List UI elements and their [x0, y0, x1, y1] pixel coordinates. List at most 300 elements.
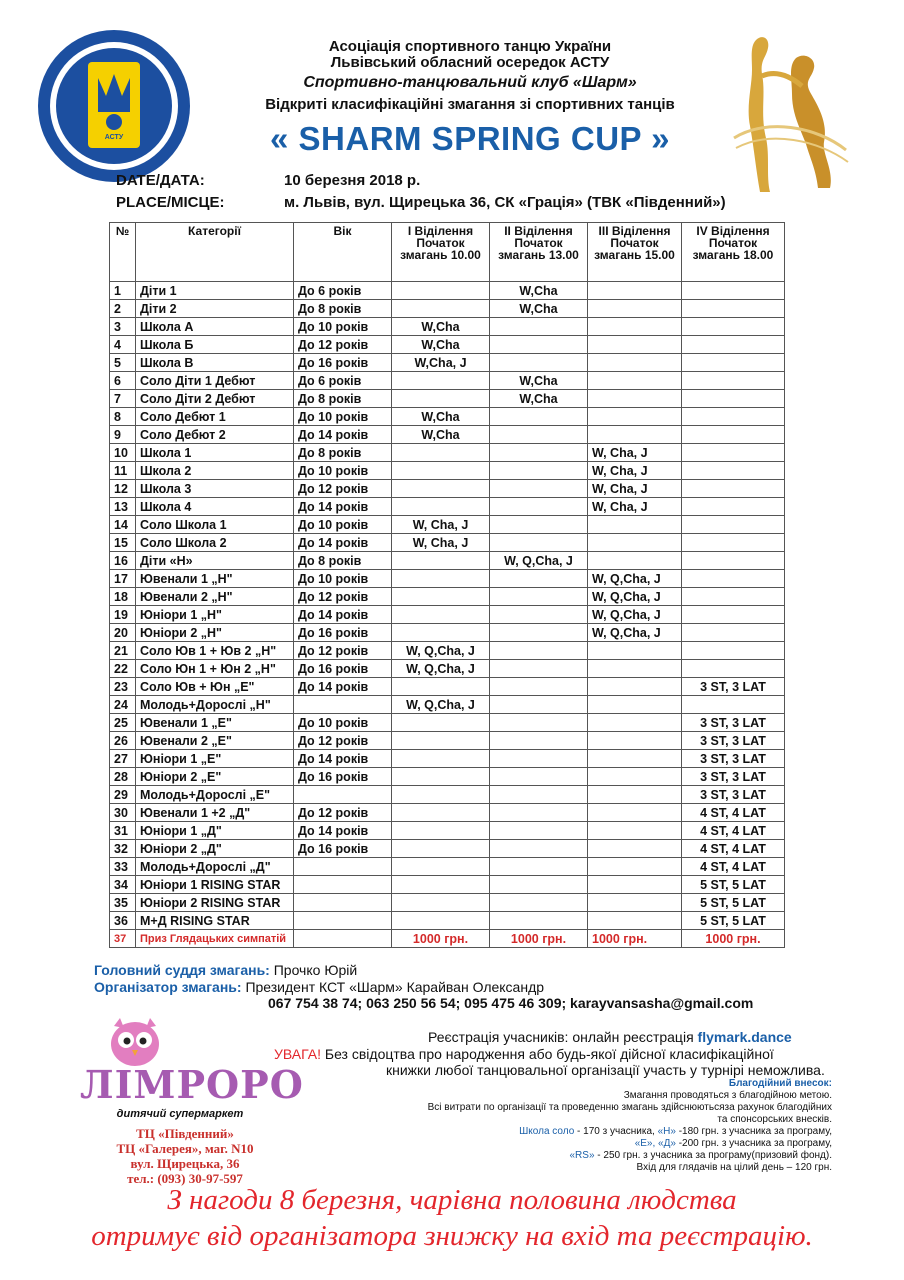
age-cell — [294, 786, 392, 804]
header-age: Вік — [294, 223, 392, 282]
session-2-cell — [490, 606, 588, 624]
table-row — [110, 516, 785, 534]
session-3-cell: W, Cha, J — [588, 444, 682, 462]
session-3-cell — [588, 408, 682, 426]
session-4-cell — [682, 552, 785, 570]
session-4-cell — [682, 336, 785, 354]
row-number: 5 — [110, 354, 136, 372]
session-4-cell — [682, 318, 785, 336]
row-number: 12 — [110, 480, 136, 498]
session-2-cell: W,Cha — [490, 282, 588, 300]
session-2-cell — [490, 714, 588, 732]
session-2-cell — [490, 660, 588, 678]
session-2-cell — [490, 624, 588, 642]
row-number: 29 — [110, 786, 136, 804]
session-4-cell: 3 ST, 3 LAT — [682, 768, 785, 786]
fee-3-label: «RS» — [569, 1150, 595, 1161]
sponsor-brand: ЛІМРОРО — [80, 1062, 304, 1107]
session-1-cell: W, Cha, J — [392, 516, 490, 534]
header-session-1: І Віділення Початок змагань 10.00 — [392, 223, 490, 282]
charity-block — [330, 1078, 832, 1174]
session-1-cell: 1000 грн. — [392, 930, 490, 948]
session-2-cell — [490, 480, 588, 498]
category-cell: Ювенали 1 „Н" — [136, 570, 294, 588]
age-cell — [294, 876, 392, 894]
session-2-cell: W,Cha — [490, 300, 588, 318]
row-number: 26 — [110, 732, 136, 750]
age-cell — [294, 912, 392, 930]
row-number: 17 — [110, 570, 136, 588]
age-cell — [294, 858, 392, 876]
session-1-cell — [392, 804, 490, 822]
category-cell: Ювенали 2 „Н" — [136, 588, 294, 606]
age-cell — [294, 696, 392, 714]
header-category: Категорії — [136, 223, 294, 282]
table-row — [110, 678, 785, 696]
session-2-cell — [490, 840, 588, 858]
category-cell: Ювенали 2 „Е" — [136, 732, 294, 750]
category-cell: Діти 1 — [136, 282, 294, 300]
session-4-cell: 3 ST, 3 LAT — [682, 678, 785, 696]
row-number: 20 — [110, 624, 136, 642]
table-row — [110, 372, 785, 390]
category-cell: Школа 2 — [136, 462, 294, 480]
session-2-cell — [490, 426, 588, 444]
session-4-cell: 4 ST, 4 LAT — [682, 822, 785, 840]
session-2-cell — [490, 354, 588, 372]
category-cell: Молодь+Дорослі „Д" — [136, 858, 294, 876]
row-number: 31 — [110, 822, 136, 840]
session-1-cell — [392, 894, 490, 912]
session-1-cell — [392, 390, 490, 408]
category-cell: Школа В — [136, 354, 294, 372]
fee-line-1 — [330, 1126, 832, 1138]
category-cell: Соло Дебют 1 — [136, 408, 294, 426]
session-3-cell — [588, 354, 682, 372]
charity-line-2: Всі витрати по організації та проведенню змагань здійснюютьсяза рахунок благодійних — [427, 1102, 832, 1113]
session-1-cell: W,Cha — [392, 426, 490, 444]
table-row — [110, 606, 785, 624]
table-row — [110, 930, 785, 948]
session-2-cell — [490, 570, 588, 588]
sponsor-phone: тел.: (093) 30-97-597 — [127, 1171, 243, 1186]
competition-subtitle: Відкриті класифікаційні змагання зі спортивних танців — [265, 96, 675, 113]
session-1-cell — [392, 624, 490, 642]
row-number: 3 — [110, 318, 136, 336]
session-4-cell: 5 ST, 5 LAT — [682, 876, 785, 894]
session-3-cell — [588, 912, 682, 930]
session-3-cell — [588, 426, 682, 444]
date-label: DATE/ДАТА: — [116, 172, 205, 189]
session-3-cell — [588, 894, 682, 912]
category-cell: Юніори 1 „Д" — [136, 822, 294, 840]
session-1-cell — [392, 282, 490, 300]
row-number: 21 — [110, 642, 136, 660]
session-2-cell — [490, 534, 588, 552]
dancers-illustration — [726, 30, 856, 200]
session-4-cell — [682, 534, 785, 552]
row-number: 6 — [110, 372, 136, 390]
age-cell: До 16 років — [294, 354, 392, 372]
session-1-cell — [392, 606, 490, 624]
row-number: 13 — [110, 498, 136, 516]
session-2-cell — [490, 498, 588, 516]
owl-mascot-icon — [100, 1010, 170, 1070]
session-2-cell: W,Cha — [490, 372, 588, 390]
session-2-cell — [490, 768, 588, 786]
session-4-cell — [682, 660, 785, 678]
session-2-cell: 1000 грн. — [490, 930, 588, 948]
header-number: № — [110, 223, 136, 282]
session-2-cell — [490, 786, 588, 804]
session-4-cell — [682, 282, 785, 300]
table-row — [110, 660, 785, 678]
age-cell: До 12 років — [294, 480, 392, 498]
session-2-cell — [490, 336, 588, 354]
session-1-cell: W,Cha, J — [392, 354, 490, 372]
table-row — [110, 858, 785, 876]
session-3-cell — [588, 552, 682, 570]
category-cell: Школа 3 — [136, 480, 294, 498]
table-row — [110, 750, 785, 768]
age-cell: До 14 років — [294, 822, 392, 840]
row-number: 32 — [110, 840, 136, 858]
session-1-cell: W, Q,Cha, J — [392, 660, 490, 678]
organizer-line — [94, 979, 544, 995]
session-1-cell — [392, 588, 490, 606]
session-4-cell — [682, 372, 785, 390]
age-cell — [294, 894, 392, 912]
row-number: 28 — [110, 768, 136, 786]
table-row — [110, 408, 785, 426]
age-cell: До 16 років — [294, 840, 392, 858]
table-row — [110, 444, 785, 462]
session-1-cell — [392, 300, 490, 318]
session-4-cell: 3 ST, 3 LAT — [682, 786, 785, 804]
age-cell: До 16 років — [294, 624, 392, 642]
cup-title: « SHARM SPRING CUP » — [270, 120, 670, 157]
age-cell: До 10 років — [294, 516, 392, 534]
session-3-cell — [588, 804, 682, 822]
session-3-cell — [588, 714, 682, 732]
session-3-cell — [588, 678, 682, 696]
session-1-cell — [392, 768, 490, 786]
session-2-cell: W, Q,Cha, J — [490, 552, 588, 570]
sponsor-address — [80, 1126, 290, 1186]
session-3-cell — [588, 822, 682, 840]
session-4-cell: 5 ST, 5 LAT — [682, 912, 785, 930]
session-3-cell: W, Q,Cha, J — [588, 606, 682, 624]
session-1-cell — [392, 570, 490, 588]
table-row — [110, 624, 785, 642]
age-cell — [294, 930, 392, 948]
header-session-3: ІІІ Віділення Початок змагань 15.00 — [588, 223, 682, 282]
session-4-cell — [682, 696, 785, 714]
session-2-cell — [490, 678, 588, 696]
session-2-cell — [490, 822, 588, 840]
table-row — [110, 498, 785, 516]
table-row — [110, 552, 785, 570]
table-header-row — [110, 223, 785, 282]
sponsor-address-2: ТЦ «Галерея», маг. N10 — [116, 1141, 254, 1156]
session-3-cell — [588, 642, 682, 660]
row-number: 7 — [110, 390, 136, 408]
session-3-cell — [588, 750, 682, 768]
row-number: 33 — [110, 858, 136, 876]
session-2-cell — [490, 804, 588, 822]
table-row — [110, 768, 785, 786]
session-1-cell — [392, 372, 490, 390]
age-cell: До 14 років — [294, 426, 392, 444]
table-row — [110, 336, 785, 354]
session-4-cell — [682, 642, 785, 660]
session-2-cell — [490, 462, 588, 480]
category-cell: Соло Школа 2 — [136, 534, 294, 552]
session-3-cell — [588, 660, 682, 678]
table-row — [110, 714, 785, 732]
category-cell: Юніори 2 „Е" — [136, 768, 294, 786]
session-2-cell — [490, 408, 588, 426]
category-cell: Соло Діти 2 Дебют — [136, 390, 294, 408]
fee-1b-label: «Н» — [657, 1126, 676, 1137]
session-4-cell — [682, 354, 785, 372]
row-number: 11 — [110, 462, 136, 480]
session-1-cell: W, Q,Cha, J — [392, 642, 490, 660]
age-cell: До 14 років — [294, 750, 392, 768]
date-value: 10 березня 2018 р. — [284, 172, 421, 189]
session-1-cell — [392, 876, 490, 894]
session-4-cell — [682, 408, 785, 426]
session-1-cell — [392, 786, 490, 804]
category-cell: Соло Дебют 2 — [136, 426, 294, 444]
session-3-cell — [588, 318, 682, 336]
fee-2-label: «Е», «Д» — [634, 1138, 676, 1149]
table-row — [110, 480, 785, 498]
row-number: 8 — [110, 408, 136, 426]
row-number: 4 — [110, 336, 136, 354]
session-2-cell — [490, 894, 588, 912]
fee-1-text: - 170 з учасника, — [574, 1126, 658, 1137]
registration-link[interactable]: flymark.dance — [697, 1029, 792, 1045]
category-cell: Юніори 1 „Е" — [136, 750, 294, 768]
row-number: 25 — [110, 714, 136, 732]
promo-line-1: З нагоди 8 березня, чарівна половина людства — [167, 1184, 737, 1216]
row-number: 24 — [110, 696, 136, 714]
session-3-cell — [588, 534, 682, 552]
schedule-table — [109, 222, 785, 948]
fee-3-text: - 250 грн. з учасника за програму(призовий фонд). — [594, 1150, 832, 1161]
table-row — [110, 282, 785, 300]
category-cell: Школа 1 — [136, 444, 294, 462]
session-1-cell: W,Cha — [392, 336, 490, 354]
logo-small-text: АСТУ — [104, 134, 124, 141]
session-2-cell — [490, 732, 588, 750]
session-3-cell — [588, 390, 682, 408]
warning-line — [274, 1046, 774, 1062]
row-number: 23 — [110, 678, 136, 696]
table-row — [110, 300, 785, 318]
session-4-cell — [682, 606, 785, 624]
table-row — [110, 462, 785, 480]
table-row — [110, 588, 785, 606]
category-cell: Юніори 2 „Н" — [136, 624, 294, 642]
age-cell: До 8 років — [294, 444, 392, 462]
category-cell: Соло Юв 1 + Юв 2 „Н" — [136, 642, 294, 660]
category-cell: Соло Юн 1 + Юн 2 „Н" — [136, 660, 294, 678]
session-3-cell — [588, 768, 682, 786]
table-row — [110, 570, 785, 588]
session-4-cell — [682, 300, 785, 318]
session-4-cell: 4 ST, 4 LAT — [682, 804, 785, 822]
session-1-cell: W, Cha, J — [392, 534, 490, 552]
contacts: 067 754 38 74; 063 250 56 54; 095 475 46 309; karayvansasha@gmail.com — [268, 995, 754, 1011]
session-3-cell — [588, 696, 682, 714]
session-3-cell — [588, 300, 682, 318]
session-4-cell: 1000 грн. — [682, 930, 785, 948]
age-cell: До 14 років — [294, 606, 392, 624]
charity-title: Благодійний внесок: — [728, 1078, 832, 1089]
table-row — [110, 354, 785, 372]
session-1-cell — [392, 480, 490, 498]
registration-text: Реєстрація учасників: онлайн реєстрація — [428, 1029, 694, 1045]
session-4-cell — [682, 480, 785, 498]
session-1-cell — [392, 732, 490, 750]
session-1-cell — [392, 912, 490, 930]
age-cell: До 14 років — [294, 498, 392, 516]
table-row — [110, 840, 785, 858]
sponsor-tagline: дитячий супермаркет — [116, 1108, 244, 1120]
session-2-cell: W,Cha — [490, 390, 588, 408]
table-row — [110, 804, 785, 822]
warning-label: УВАГА! — [274, 1046, 321, 1062]
row-number: 22 — [110, 660, 136, 678]
session-2-cell — [490, 858, 588, 876]
session-3-cell: W, Cha, J — [588, 462, 682, 480]
table-row — [110, 696, 785, 714]
age-cell: До 8 років — [294, 552, 392, 570]
row-number: 19 — [110, 606, 136, 624]
age-cell: До 6 років — [294, 282, 392, 300]
table-row — [110, 912, 785, 930]
association-logo — [34, 26, 194, 186]
table-row — [110, 822, 785, 840]
age-cell: До 14 років — [294, 678, 392, 696]
row-number: 10 — [110, 444, 136, 462]
fee-line-4: Вхід для глядачів на цілий день – 120 грн. — [636, 1162, 832, 1173]
row-number: 2 — [110, 300, 136, 318]
session-3-cell: W, Q,Cha, J — [588, 570, 682, 588]
row-number: 27 — [110, 750, 136, 768]
table-row — [110, 732, 785, 750]
age-cell: До 10 років — [294, 714, 392, 732]
age-cell: До 14 років — [294, 534, 392, 552]
table-row — [110, 318, 785, 336]
charity-line-3: та спонсорських внесків. — [717, 1114, 832, 1125]
age-cell: До 6 років — [294, 372, 392, 390]
session-3-cell — [588, 732, 682, 750]
category-cell: Соло Школа 1 — [136, 516, 294, 534]
organizer-label: Організатор змагань: — [94, 979, 242, 995]
warning-line-2: книжки любої танцювальної організації участь у турнірі неможлива. — [386, 1062, 825, 1078]
session-2-cell — [490, 318, 588, 336]
age-cell: До 10 років — [294, 570, 392, 588]
place-label: PLACE/МІСЦЕ: — [116, 194, 225, 211]
judge-line — [94, 962, 357, 978]
table-row — [110, 390, 785, 408]
session-1-cell — [392, 444, 490, 462]
session-2-cell — [490, 876, 588, 894]
session-4-cell — [682, 462, 785, 480]
session-2-cell — [490, 750, 588, 768]
session-3-cell: W, Cha, J — [588, 498, 682, 516]
row-number: 15 — [110, 534, 136, 552]
session-3-cell — [588, 282, 682, 300]
fee-line-2 — [330, 1138, 832, 1150]
session-3-cell: W, Cha, J — [588, 480, 682, 498]
fee-1-label: Школа соло — [519, 1126, 575, 1137]
row-number: 34 — [110, 876, 136, 894]
session-4-cell — [682, 570, 785, 588]
club-title: Спортивно-танцювальний клуб «Шарм» — [303, 74, 637, 91]
session-2-cell — [490, 516, 588, 534]
row-number: 1 — [110, 282, 136, 300]
place-value: м. Львів, вул. Щирецька 36, СК «Грація» (ТВК «Південний») — [284, 194, 726, 211]
session-3-cell — [588, 336, 682, 354]
warning-text: Без свідоцтва про народження або будь-якої дійсної класифікаційної — [324, 1046, 774, 1062]
category-cell: Діти «Н» — [136, 552, 294, 570]
sponsor-address-1: ТЦ «Південний» — [136, 1126, 234, 1141]
category-cell: Юніори 2 RISING STAR — [136, 894, 294, 912]
row-number: 14 — [110, 516, 136, 534]
category-cell: Юніори 1 „Н" — [136, 606, 294, 624]
fee-1b-text: -180 грн. з учасника за програму, — [675, 1126, 832, 1137]
row-number: 18 — [110, 588, 136, 606]
row-number: 9 — [110, 426, 136, 444]
row-number: 36 — [110, 912, 136, 930]
regional-branch-title: Львівський обласний осередок АСТУ — [330, 54, 610, 71]
age-cell: До 8 років — [294, 390, 392, 408]
category-cell: Юніори 1 RISING STAR — [136, 876, 294, 894]
age-cell: До 16 років — [294, 768, 392, 786]
session-4-cell — [682, 516, 785, 534]
row-number: 37 — [110, 930, 136, 948]
session-2-cell — [490, 588, 588, 606]
category-cell: Ювенали 1 +2 „Д" — [136, 804, 294, 822]
session-2-cell — [490, 444, 588, 462]
session-1-cell — [392, 552, 490, 570]
session-1-cell: W,Cha — [392, 318, 490, 336]
category-cell: Діти 2 — [136, 300, 294, 318]
table-row — [110, 894, 785, 912]
table-row — [110, 642, 785, 660]
age-cell: До 12 років — [294, 732, 392, 750]
session-3-cell: W, Q,Cha, J — [588, 588, 682, 606]
age-cell: До 16 років — [294, 660, 392, 678]
session-3-cell — [588, 858, 682, 876]
session-4-cell — [682, 498, 785, 516]
table-row — [110, 534, 785, 552]
session-3-cell — [588, 840, 682, 858]
row-number: 16 — [110, 552, 136, 570]
registration-line — [428, 1029, 792, 1045]
category-cell: М+Д RISING STAR — [136, 912, 294, 930]
category-cell: Ювенали 1 „Е" — [136, 714, 294, 732]
category-cell: Соло Діти 1 Дебют — [136, 372, 294, 390]
table-row — [110, 786, 785, 804]
row-number: 35 — [110, 894, 136, 912]
category-cell: Юніори 2 „Д" — [136, 840, 294, 858]
category-cell: Молодь+Дорослі „Е" — [136, 786, 294, 804]
